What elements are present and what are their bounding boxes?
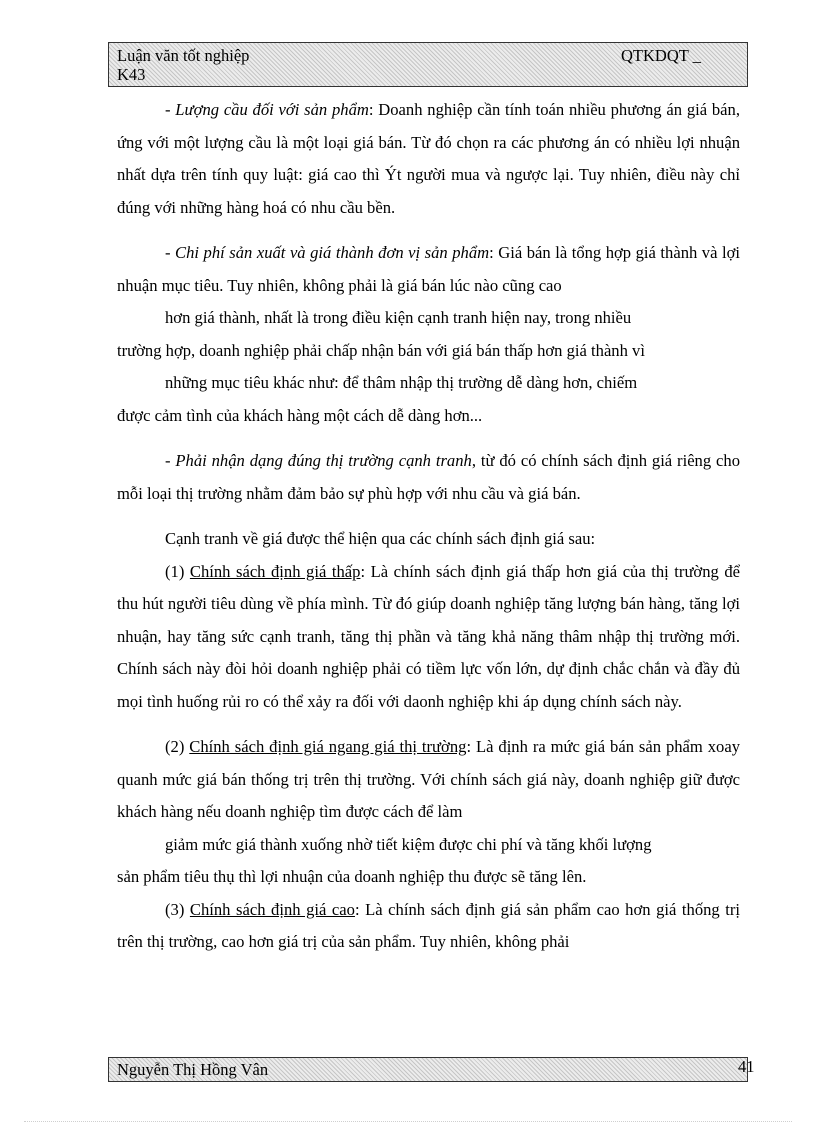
paragraph-market-heading: - Phải nhận dạng đúng thị trường cạnh tranh [165,451,472,470]
policy-low-heading: Chính sách định giá thấp [189,561,361,581]
paragraph-market-text: , từ đó có chính sách định giá riêng cho mỗi loại thị trường nhằm đảm bảo sự phù hợp với nhu cầu và giá bán. [117,451,740,503]
page-header [108,42,748,87]
policy-market-line4: giảm mức giá thành xuống nhờ tiết kiệm được chi phí và tăng khối lượng [165,834,652,854]
policy-market-heading: Chính sách định giá ngang giá thị trường [189,737,467,756]
page-footer [108,1057,748,1082]
header-title-line2: K43 [117,65,146,84]
paragraph-policy-low [117,556,740,719]
paragraph-intro: Cạnh tranh về giá được thể hiện qua các chính sách định giá sau: [165,529,596,548]
paragraph-cost-line6: được cảm tình của khách hàng một cách dễ dàng hơn... [117,405,483,425]
paragraph-market [117,445,740,510]
paragraph-demand-text: : Doanh nghiệp cần tính toán nhiều phương án giá bán, ứng với một lượng cầu là một loại giá bán. Từ đó chọn ra các phương án có nhiều lợi nhuận nhất dựa trên tính quy luật: giá cao thì Ýt người mua và ngược lại. Tuy nhiên, điều này chỉ đúng với những hàng hoá có nhu cầu bền. [117,100,740,217]
document-body [117,94,740,959]
paragraph-cost-line5: những mục tiêu khác như: để thâm nhập thị trường dễ dàng hơn, chiếm [165,373,638,392]
header-title [117,46,249,84]
header-course-code: QTKDQT _ [621,46,701,65]
paragraph-demand [117,94,740,224]
policy-low-text: : Là chính sách định giá thấp hơn giá của thị trường để thu hút người tiêu dùng về phía mình. Từ đó giúp doanh nghiệp tăng lượng bán hàng, tăng lợi nhuận, hay tăng sức cạnh tranh, tăng thị phần và tăng khả năng thâm nhập thị trường mới. Chính sách này đòi hỏi doanh nghiệp phải có tiềm lực vốn lớn, dự định chắc chắn và đầy đủ mọi tình huống rủi ro có thể xảy ra đối với daonh nghiệp khi áp dụng chính sách này. [117,561,741,711]
policy-market-text: : Là định ra mức giá bán sản phẩm xoay quanh mức giá bán thống trị trên thị trường. Với chính sách giá này, doanh nghiệp giữ được khách hàng nếu doanh nghiệp tìm được cách để làm [117,737,741,821]
bottom-divider [24,1121,792,1122]
page-number: 41 [738,1057,755,1076]
footer-author: Nguyễn Thị Hồng Vân [117,1060,269,1079]
policy-market-number: (2) [165,737,190,756]
policy-market-line5: sản phẩm tiêu thụ thì lợi nhuận của doanh nghiệp thu được sẽ tăng lên. [117,867,587,886]
paragraph-cost-heading: - Chi phí sản xuất và giá thành đơn vị sản phẩm [165,243,490,262]
paragraph-cost-line4: trường hợp, doanh nghiệp phải chấp nhận bán với giá bán thấp hơn giá thành vì [117,340,645,360]
paragraph-cost-text: : Giá bán là tổng hợp giá thành và lợi nhuận mục tiêu. Tuy nhiên, không phải là giá bán lúc nào cũng cao [117,243,740,295]
policy-high-text: : Là chính sách định giá sản phẩm cao hơn giá thống trị trên thị trường, cao hơn giá trị của sản phẩm. Tuy nhiên, không phải [117,899,741,951]
paragraph-cost-line3: hơn giá thành, nhất là trong điều kiện cạnh tranh hiện nay, trong nhiều [165,308,632,327]
policy-high-heading: Chính sách định giá cao [189,899,355,919]
policy-high-number: (3) [165,899,190,919]
paragraph-policy-market [117,731,740,894]
paragraph-policy-high [117,894,740,959]
paragraph-cost [117,237,740,432]
policy-low-number: (1) [165,561,190,581]
header-title-line1: Luận văn tốt nghiệp [117,46,250,65]
paragraph-demand-heading: - Lượng cầu đối với sản phẩm [165,100,369,119]
